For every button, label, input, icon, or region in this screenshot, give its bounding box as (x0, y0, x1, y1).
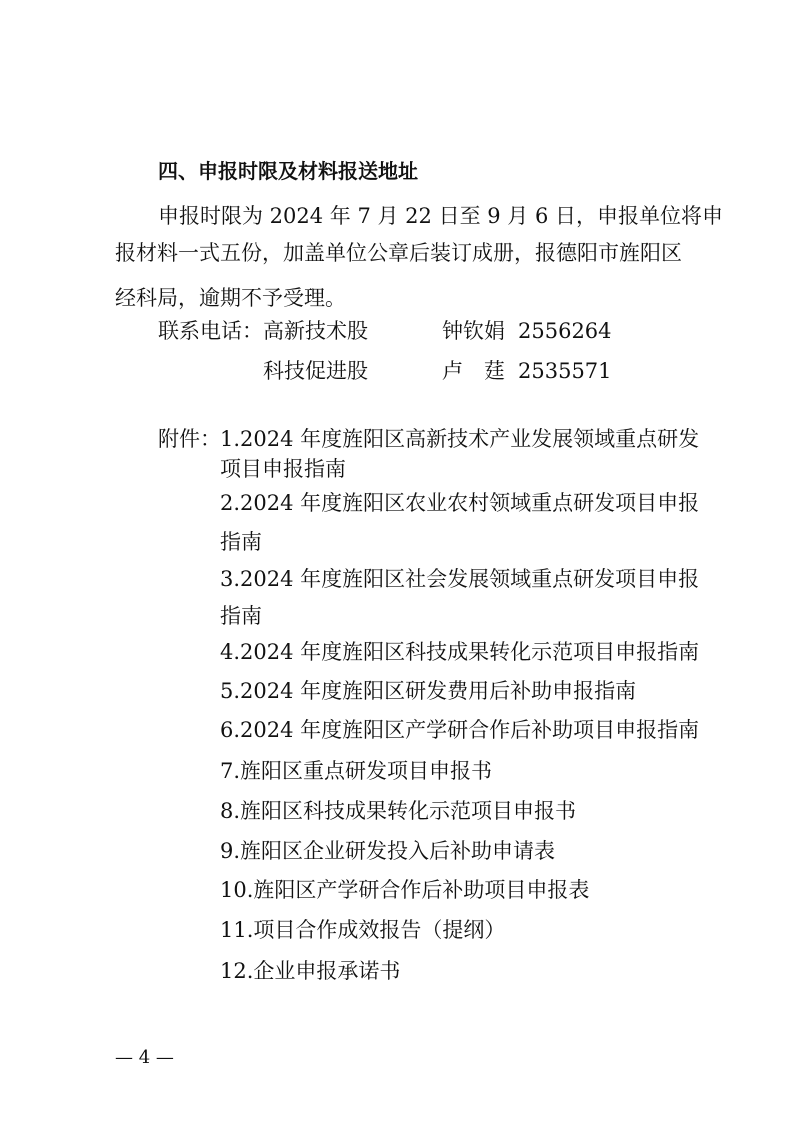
attachment-item: 指南 (220, 530, 262, 554)
attachment-item: 6.2024 年度旌阳区产学研合作后补助项目申报指南 (220, 718, 700, 742)
attachments-label: 附件： (158, 427, 221, 451)
attachment-item: 5.2024 年度旌阳区研发费用后补助申报指南 (220, 679, 637, 703)
attachment-item: 9.旌阳区企业研发投入后补助申请表 (220, 839, 556, 863)
paragraph-line: 申报时限为 2024 年 7 月 22 日至 9 月 6 日，申报单位将申 (158, 204, 723, 228)
contact-label: 联系电话： (158, 319, 263, 343)
page-number: — 4 — (115, 1047, 174, 1068)
attachment-item: 4.2024 年度旌阳区科技成果转化示范项目申报指南 (220, 640, 700, 664)
section-heading: 四、申报时限及材料报送地址 (158, 159, 418, 183)
attachment-item: 项目申报指南 (220, 457, 346, 481)
contact-phone: 2535571 (518, 359, 612, 383)
attachment-item: 3.2024 年度旌阳区社会发展领域重点研发项目申报 (220, 567, 700, 591)
contact-person: 卢 莛 (442, 359, 505, 383)
attachment-item: 11.项目合作成效报告（提纲） (220, 918, 506, 942)
attachment-item: 8.旌阳区科技成果转化示范项目申报书 (220, 799, 577, 823)
contact-phone: 2556264 (518, 319, 612, 343)
attachment-item: 10.旌阳区产学研合作后补助项目申报表 (220, 878, 590, 902)
attachment-item: 12.企业申报承诺书 (220, 959, 401, 983)
contact-department: 高新技术股 (263, 319, 368, 343)
contact-department: 科技促进股 (263, 359, 368, 383)
attachment-item: 1.2024 年度旌阳区高新技术产业发展领域重点研发 (220, 427, 700, 451)
attachment-item: 指南 (220, 604, 262, 628)
paragraph-line: 经科局，逾期不予受理。 (115, 286, 346, 310)
paragraph-line: 报材料一式五份，加盖单位公章后装订成册，报德阳市旌阳区 (115, 241, 682, 265)
contact-person: 钟钦娟 (442, 319, 505, 343)
attachment-item: 7.旌阳区重点研发项目申报书 (220, 759, 493, 783)
attachment-item: 2.2024 年度旌阳区农业农村领域重点研发项目申报 (220, 491, 700, 515)
